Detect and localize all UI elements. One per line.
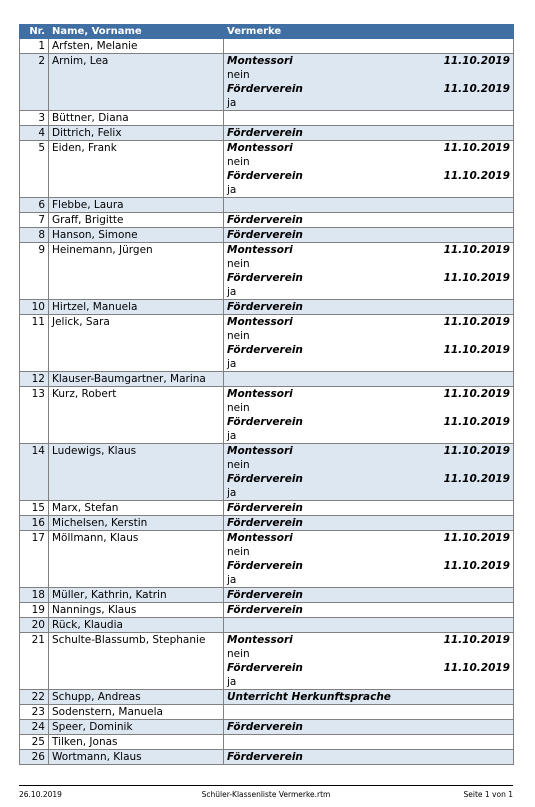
student-name: Sodenstern, Manuela — [49, 705, 224, 720]
note-value: ja — [227, 97, 237, 109]
table-row — [20, 705, 514, 720]
student-name: Heinemann, Jürgen — [49, 243, 224, 300]
note-value: nein — [227, 330, 250, 342]
note-date: 11.10.2019 — [443, 473, 510, 485]
notes-cell — [224, 633, 514, 690]
note-label: Förderverein — [227, 272, 303, 284]
student-name: Möllmann, Klaus — [49, 531, 224, 588]
note-entry — [227, 603, 510, 617]
note-value: nein — [227, 648, 250, 660]
notes-cell — [224, 243, 514, 300]
footer-date: 26.10.2019 — [19, 790, 62, 799]
note-date: 11.10.2019 — [443, 532, 510, 544]
note-entry — [227, 516, 510, 530]
note-label: Förderverein — [227, 83, 303, 95]
note-label: Förderverein — [227, 502, 303, 514]
row-number: 20 — [20, 618, 49, 633]
note-value: ja — [227, 358, 237, 370]
student-name: Tilken, Jonas — [49, 735, 224, 750]
student-name: Müller, Kathrin, Katrin — [49, 588, 224, 603]
notes-cell — [224, 690, 514, 705]
note-label: Förderverein — [227, 214, 303, 226]
row-number: 21 — [20, 633, 49, 690]
notes-cell — [224, 720, 514, 735]
note-entry — [227, 228, 510, 242]
note-label: Förderverein — [227, 127, 303, 139]
student-name: Schupp, Andreas — [49, 690, 224, 705]
table-row — [20, 735, 514, 750]
row-number: 11 — [20, 315, 49, 372]
note-label: Förderverein — [227, 721, 303, 733]
table-row — [20, 501, 514, 516]
row-number: 10 — [20, 300, 49, 315]
student-name: Arnim, Lea — [49, 54, 224, 111]
note-label: Montessori — [227, 634, 293, 646]
student-name: Kurz, Robert — [49, 387, 224, 444]
notes-cell — [224, 54, 514, 111]
note-value: ja — [227, 430, 237, 442]
table-row — [20, 516, 514, 531]
student-name: Ludewigs, Klaus — [49, 444, 224, 501]
row-number: 13 — [20, 387, 49, 444]
note-entry — [227, 387, 510, 401]
notes-cell — [224, 618, 514, 633]
row-number: 14 — [20, 444, 49, 501]
notes-cell — [224, 531, 514, 588]
notes-cell — [224, 228, 514, 243]
note-entry — [227, 169, 510, 183]
note-date: 11.10.2019 — [443, 316, 510, 328]
row-number: 26 — [20, 750, 49, 765]
note-label: Förderverein — [227, 751, 303, 763]
table-row — [20, 633, 514, 690]
note-label: Montessori — [227, 532, 293, 544]
note-entry — [227, 750, 510, 764]
note-value: ja — [227, 184, 237, 196]
note-label: Förderverein — [227, 170, 303, 182]
note-label: Montessori — [227, 388, 293, 400]
row-number: 19 — [20, 603, 49, 618]
note-value: nein — [227, 402, 250, 414]
note-entry — [227, 690, 510, 704]
row-number: 16 — [20, 516, 49, 531]
student-name: Jelick, Sara — [49, 315, 224, 372]
note-entry — [227, 213, 510, 227]
note-entry — [227, 54, 510, 68]
note-entry — [227, 501, 510, 515]
table-row — [20, 54, 514, 111]
student-name: Rück, Klaudia — [49, 618, 224, 633]
note-date: 11.10.2019 — [443, 272, 510, 284]
footer-filename: Schüler-Klassenliste Vermerke.rtm — [201, 790, 331, 799]
note-date: 11.10.2019 — [443, 344, 510, 356]
column-header-notes: Vermerke — [224, 25, 514, 39]
note-date: 11.10.2019 — [443, 244, 510, 256]
table-row — [20, 126, 514, 141]
table-row — [20, 198, 514, 213]
note-value: nein — [227, 258, 250, 270]
note-label: Förderverein — [227, 473, 303, 485]
student-name: Michelsen, Kerstin — [49, 516, 224, 531]
table-row — [20, 531, 514, 588]
column-header-name: Name, Vorname — [49, 25, 224, 39]
note-label: Förderverein — [227, 229, 303, 241]
note-entry — [227, 633, 510, 647]
student-name: Wortmann, Klaus — [49, 750, 224, 765]
note-label: Förderverein — [227, 517, 303, 529]
note-date: 11.10.2019 — [443, 83, 510, 95]
note-label: Unterricht Herkunftsprache — [227, 691, 391, 703]
note-date: 11.10.2019 — [443, 416, 510, 428]
notes-cell — [224, 300, 514, 315]
note-value: ja — [227, 286, 237, 298]
table-row — [20, 720, 514, 735]
notes-cell — [224, 603, 514, 618]
table-row — [20, 588, 514, 603]
table-row — [20, 618, 514, 633]
note-date: 11.10.2019 — [443, 55, 510, 67]
note-entry — [227, 300, 510, 314]
note-date: 11.10.2019 — [443, 142, 510, 154]
row-number: 9 — [20, 243, 49, 300]
row-number: 2 — [20, 54, 49, 111]
notes-cell — [224, 516, 514, 531]
table-row — [20, 243, 514, 300]
page-footer — [19, 785, 513, 799]
note-label: Förderverein — [227, 301, 303, 313]
note-value: nein — [227, 546, 250, 558]
note-label: Förderverein — [227, 344, 303, 356]
notes-cell — [224, 735, 514, 750]
row-number: 5 — [20, 141, 49, 198]
notes-cell — [224, 213, 514, 228]
table-body — [20, 39, 514, 765]
student-name: Speer, Dominik — [49, 720, 224, 735]
student-name: Hirtzel, Manuela — [49, 300, 224, 315]
table-row — [20, 690, 514, 705]
student-name: Flebbe, Laura — [49, 198, 224, 213]
notes-cell — [224, 39, 514, 54]
note-label: Förderverein — [227, 589, 303, 601]
note-label: Förderverein — [227, 662, 303, 674]
note-date: 11.10.2019 — [443, 388, 510, 400]
note-entry — [227, 720, 510, 734]
student-name: Eiden, Frank — [49, 141, 224, 198]
note-date: 11.10.2019 — [443, 170, 510, 182]
notes-cell — [224, 198, 514, 213]
note-value: nein — [227, 459, 250, 471]
note-entry — [227, 343, 510, 357]
notes-cell — [224, 141, 514, 198]
row-number: 17 — [20, 531, 49, 588]
note-label: Förderverein — [227, 604, 303, 616]
note-date: 11.10.2019 — [443, 560, 510, 572]
note-entry — [227, 588, 510, 602]
note-value: nein — [227, 69, 250, 81]
note-label: Montessori — [227, 316, 293, 328]
notes-cell — [224, 501, 514, 516]
student-name: Klauser-Baumgartner, Marina — [49, 372, 224, 387]
notes-cell — [224, 126, 514, 141]
table-row — [20, 387, 514, 444]
row-number: 22 — [20, 690, 49, 705]
note-entry — [227, 82, 510, 96]
column-header-nr: Nr. — [20, 25, 49, 39]
notes-cell — [224, 588, 514, 603]
table-row — [20, 39, 514, 54]
note-entry — [227, 126, 510, 140]
notes-cell — [224, 444, 514, 501]
note-entry — [227, 315, 510, 329]
note-label: Förderverein — [227, 416, 303, 428]
row-number: 25 — [20, 735, 49, 750]
row-number: 4 — [20, 126, 49, 141]
footer-page-number: Seite 1 von 1 — [463, 790, 513, 799]
note-value: nein — [227, 156, 250, 168]
row-number: 12 — [20, 372, 49, 387]
note-entry — [227, 141, 510, 155]
row-number: 23 — [20, 705, 49, 720]
table-row — [20, 213, 514, 228]
note-label: Montessori — [227, 244, 293, 256]
table-row — [20, 603, 514, 618]
row-number: 1 — [20, 39, 49, 54]
row-number: 18 — [20, 588, 49, 603]
note-label: Förderverein — [227, 560, 303, 572]
table-row — [20, 315, 514, 372]
student-name: Dittrich, Felix — [49, 126, 224, 141]
note-entry — [227, 415, 510, 429]
note-entry — [227, 444, 510, 458]
notes-cell — [224, 705, 514, 720]
table-row — [20, 444, 514, 501]
note-entry — [227, 559, 510, 573]
note-date: 11.10.2019 — [443, 634, 510, 646]
note-entry — [227, 472, 510, 486]
note-entry — [227, 271, 510, 285]
student-name: Hanson, Simone — [49, 228, 224, 243]
table-row — [20, 111, 514, 126]
note-value: ja — [227, 574, 237, 586]
notes-cell — [224, 372, 514, 387]
note-value: ja — [227, 676, 237, 688]
table-row — [20, 141, 514, 198]
note-value: ja — [227, 487, 237, 499]
note-label: Montessori — [227, 142, 293, 154]
table-row — [20, 750, 514, 765]
table-row — [20, 300, 514, 315]
student-name: Graff, Brigitte — [49, 213, 224, 228]
row-number: 24 — [20, 720, 49, 735]
note-label: Montessori — [227, 55, 293, 67]
notes-cell — [224, 750, 514, 765]
table-row — [20, 228, 514, 243]
note-entry — [227, 531, 510, 545]
table-row — [20, 372, 514, 387]
row-number: 6 — [20, 198, 49, 213]
notes-cell — [224, 315, 514, 372]
row-number: 8 — [20, 228, 49, 243]
student-name: Schulte-Blassumb, Stephanie — [49, 633, 224, 690]
student-name: Nannings, Klaus — [49, 603, 224, 618]
note-date: 11.10.2019 — [443, 662, 510, 674]
row-number: 7 — [20, 213, 49, 228]
note-entry — [227, 661, 510, 675]
note-label: Montessori — [227, 445, 293, 457]
note-entry — [227, 243, 510, 257]
table-header-row — [20, 25, 514, 39]
student-name: Büttner, Diana — [49, 111, 224, 126]
notes-cell — [224, 387, 514, 444]
row-number: 15 — [20, 501, 49, 516]
notes-cell — [224, 111, 514, 126]
student-name: Arfsten, Melanie — [49, 39, 224, 54]
note-date: 11.10.2019 — [443, 445, 510, 457]
student-name: Marx, Stefan — [49, 501, 224, 516]
student-table — [19, 24, 514, 765]
row-number: 3 — [20, 111, 49, 126]
